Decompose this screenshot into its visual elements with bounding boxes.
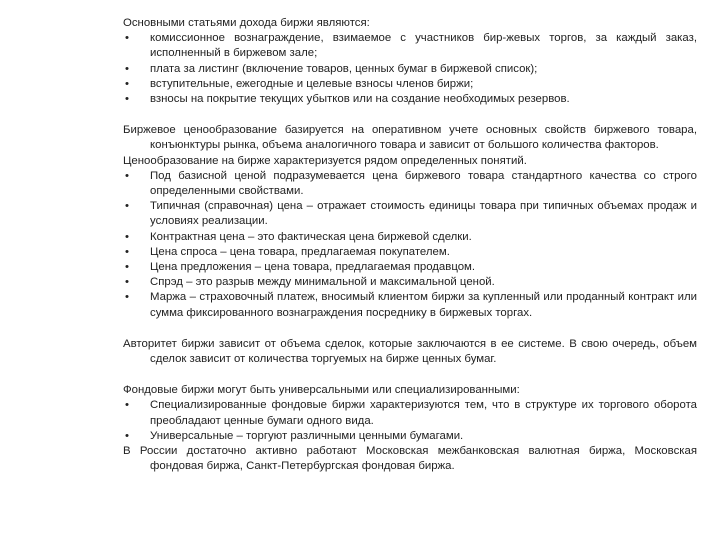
list-item-text: Типичная (справочная) цена – отражает стоимость единицы товара при типичных объемах продаж и условиях реализации. [150, 200, 697, 228]
list-item [123, 230, 697, 245]
section-spacer [123, 321, 697, 337]
list-item-text: Цена спроса – цена товара, предлагаемая покупателем. [150, 245, 450, 258]
pricing-concepts-intro: Ценообразование на бирже характеризуется рядом определенных понятий. [123, 154, 527, 167]
list-item-text: Цена предложения – цена товара, предлагаемая продавцом. [150, 261, 476, 274]
list-item [123, 77, 697, 92]
bullet-icon: • [125, 77, 129, 90]
list-item-text: комиссионное вознаграждение, взимаемое с участников бир-жевых торгов, за каждый заказ, исполненный в биржевом зале; [150, 32, 697, 60]
list-item-text: Маржа – страховочный платеж, вносимый клиентом биржи за купленный или проданный контракт или сумма фиксированного вознаграждения посреднику в биржевых торгах. [150, 291, 697, 319]
russia-exchanges-paragraph: В России достаточно активно работают Московская межбанковская валютная биржа, Московская фондовая биржа, Санкт-Петербургская фондовая биржа. [123, 445, 697, 473]
list-item [123, 398, 697, 428]
bullet-icon: • [125, 200, 129, 213]
list-item-text: Универсальные – торгуют различными ценными бумагами. [150, 429, 464, 442]
stock-exchanges-intro: Фондовые биржи могут быть универсальными или специализированными: [123, 384, 520, 397]
list-item [123, 290, 697, 320]
bullet-icon: • [125, 276, 129, 289]
list-item [123, 31, 697, 61]
bullet-icon: • [125, 429, 129, 442]
bullet-icon: • [125, 261, 129, 274]
list-item-text: взносы на покрытие текущих убытков или на создание необходимых резервов. [150, 93, 570, 106]
bullet-icon: • [125, 291, 129, 304]
bullet-icon: • [125, 230, 129, 243]
list-item-text: вступительные, ежегодные и целевые взносы членов биржи; [150, 77, 474, 90]
list-item [123, 429, 697, 444]
bullet-icon: • [125, 62, 129, 75]
list-item-text: Контрактная цена – это фактическая цена биржевой сделки. [150, 230, 472, 243]
document-page [123, 16, 697, 474]
section-spacer [123, 367, 697, 383]
list-item [123, 260, 697, 275]
list-item-text: плата за листинг (включение товаров, ценных бумаг в биржевой список); [150, 62, 538, 75]
list-item [123, 92, 697, 107]
list-item-text: Спрэд – это разрыв между минимальной и максимальной ценой. [150, 276, 495, 289]
list-item [123, 275, 697, 290]
section-spacer [123, 107, 697, 123]
bullet-icon: • [125, 93, 129, 106]
list-item [123, 199, 697, 229]
bullet-icon: • [125, 32, 129, 45]
list-item-text: Специализированные фондовые биржи характеризуются тем, что в структуре их торгового оборота преобладают ценные бумаги одного вида. [150, 399, 697, 427]
authority-paragraph: Авторитет биржи зависит от объема сделок, которые заключаются в ее системе. В свою очередь, объем сделок зависит от количества торгуемых на бирже ценных бумаг. [123, 337, 697, 366]
bullet-icon: • [125, 169, 129, 182]
bullet-icon: • [125, 399, 129, 412]
list-item-text: Под базисной ценой подразумевается цена биржевого товара стандартного качества со строго определенными свойствами. [150, 169, 697, 198]
list-item [123, 169, 697, 199]
income-intro: Основными статьями дохода биржи являются: [123, 17, 370, 29]
list-item [123, 62, 697, 77]
pricing-paragraph: Биржевое ценообразование базируется на оперативном учете основных свойств биржевого товара, конъюнктуры рынка, объема аналогичного товара и зависит от большого количества факторов. [123, 124, 697, 152]
bullet-icon: • [125, 245, 129, 258]
list-item [123, 245, 697, 260]
